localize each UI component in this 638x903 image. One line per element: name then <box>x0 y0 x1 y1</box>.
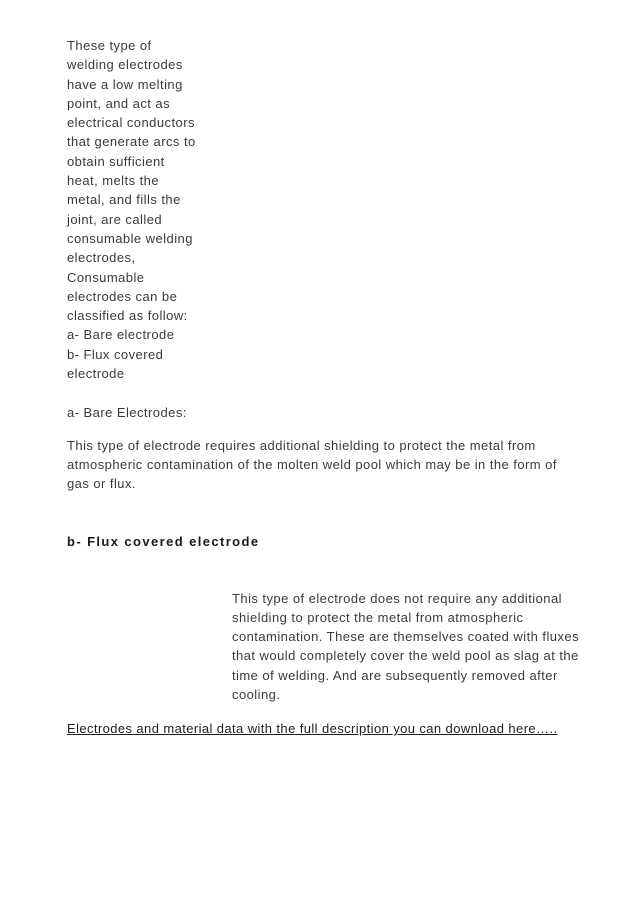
intro-line: Consumable <box>67 269 145 285</box>
intro-line: electrical conductors <box>67 115 195 131</box>
bare-electrodes-description: This type of electrode requires additional shielding to protect the metal from atmospheric contamination of the molten weld pool which may be in the form of gas or flux. <box>67 437 557 492</box>
intro-line: have a low melting <box>67 76 183 92</box>
intro-line: These type of <box>67 38 152 53</box>
intro-line: electrodes, <box>67 250 136 266</box>
document-page <box>67 36 587 738</box>
intro-line: welding electrodes <box>67 57 183 73</box>
bare-electrodes-heading: a- Bare Electrodes: <box>67 405 187 421</box>
intro-line: electrode <box>67 366 125 382</box>
intro-line: electrodes can be <box>67 288 178 304</box>
intro-line: point, and act as <box>67 95 171 111</box>
intro-line: metal, and fills the <box>67 192 181 208</box>
intro-line: b- Flux covered <box>67 346 164 362</box>
intro-line: joint, are called <box>67 211 163 227</box>
flux-covered-description: This type of electrode does not require any additional shielding to protect the metal from atmospheric contamination. These are themselves coated with fluxes that would completely cover the weld pool as slag at the time of welding. And are subsequently removed after cooling. <box>232 590 580 703</box>
intro-line: classified as follow: <box>67 308 188 324</box>
intro-line: consumable welding <box>67 230 193 246</box>
flux-covered-heading: b- Flux covered electrode <box>67 533 260 549</box>
intro-line: heat, melts the <box>67 173 160 189</box>
intro-line: obtain sufficient <box>67 153 165 169</box>
intro-paragraph <box>67 36 207 383</box>
intro-line: that generate arcs to <box>67 134 196 150</box>
intro-line: a- Bare electrode <box>67 327 175 343</box>
download-link[interactable]: Electrodes and material data with the full description you can download here….. <box>67 721 558 737</box>
